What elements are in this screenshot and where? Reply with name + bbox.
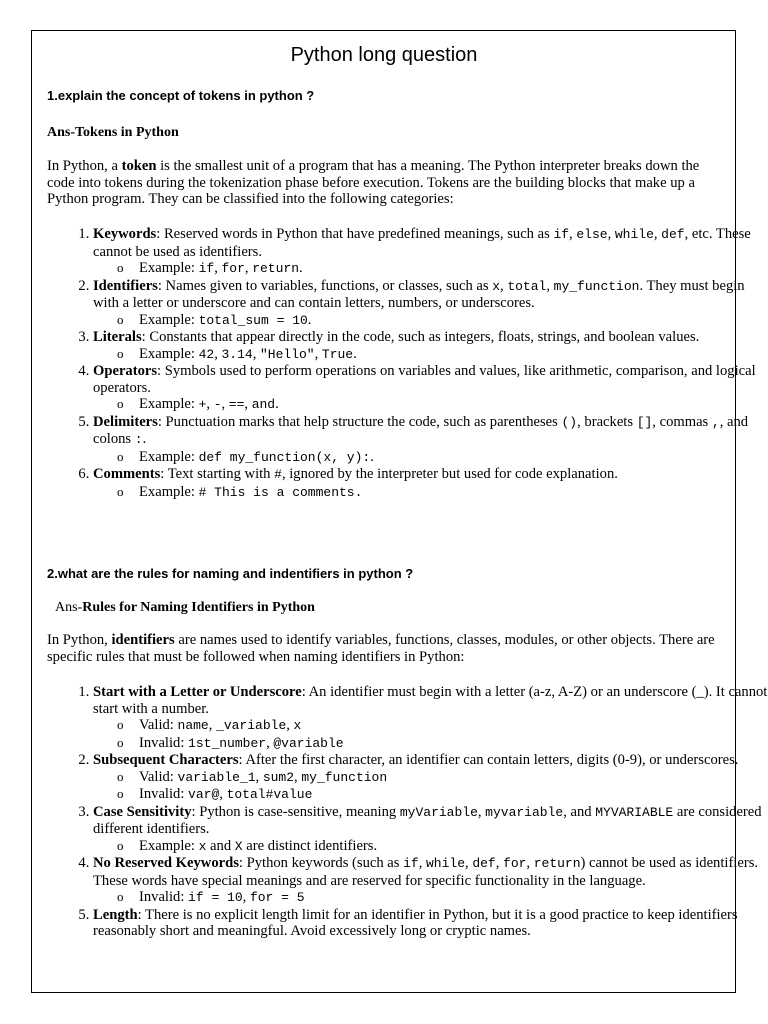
code-snippet: if = 10 (188, 890, 243, 905)
text-run: , (286, 717, 294, 733)
code-snippet: 3.14 (221, 346, 253, 362)
text-run: , commas (652, 413, 712, 430)
bold-term: Length (93, 906, 138, 923)
text-run: : Punctuation marks that help structure the code, such as parentheses (157, 413, 562, 430)
text-run: and (206, 837, 235, 854)
example-item (117, 717, 768, 735)
bold-term: Subsequent Characters (93, 752, 239, 768)
list-item (93, 804, 768, 856)
code-snippet: 42 (198, 346, 215, 362)
code-snippet: , (711, 414, 720, 430)
bold-term: token (121, 158, 157, 174)
bold-term: identifiers (111, 632, 175, 648)
code-snippet: def (661, 227, 685, 242)
text-run: are distinct identifiers. (242, 837, 378, 854)
text-run: : Reserved words in Python that have predefined meanings, such as (156, 226, 554, 242)
code-snippet: myVariable (399, 804, 478, 820)
code-snippet: X (234, 838, 243, 854)
text-run: : An identifier must begin with a letter (a-z, A-Z) or an underscore (_). It cannot start with a number. (93, 684, 768, 717)
example-list (93, 449, 768, 467)
code-snippet: for (221, 261, 245, 276)
code-snippet: myvariable (485, 804, 564, 820)
list-item (93, 329, 768, 363)
text-run: : Python keywords (such as (238, 855, 404, 871)
text-run: Example: (139, 483, 199, 500)
text-run: , etc. These cannot be used as identifiers. (93, 226, 751, 260)
text-run: , (214, 260, 222, 276)
text-run: : There is no explicit length limit for an identifier in Python, but it is a good practice to keep identifiers reasonably short and meaningful. Avoid excessively long or cryptic names. (93, 906, 738, 939)
text-run: : Python is case-sensitive, meaning (191, 803, 400, 820)
text-run: , (526, 855, 534, 871)
example-item (117, 396, 768, 414)
list-item (93, 226, 768, 278)
code-snippet: @variable (273, 735, 344, 751)
text-run: Example: (139, 448, 199, 465)
code-snippet: # (274, 467, 282, 482)
token-categories-list (47, 226, 768, 501)
code-snippet: sum2 (262, 769, 295, 785)
answer-1-heading: Ans-Tokens in Python (47, 125, 179, 140)
text-run: ) cannot be used as identifiers. These words have special meanings and are reserved for specific functionality in the language. (93, 855, 759, 889)
code-snippet: + (198, 397, 207, 412)
text-run: . (275, 396, 279, 412)
bold-term: Case Sensitivity (93, 803, 192, 820)
code-snippet: () (561, 414, 578, 430)
example-item (117, 312, 768, 330)
text-run: Example: (139, 396, 199, 412)
text-run: In Python, (47, 632, 112, 648)
list-item (93, 363, 768, 414)
text-run: , (465, 855, 473, 871)
text-run: , (569, 226, 577, 242)
bold-term: Identifiers (93, 277, 158, 294)
question-2: 2.what are the rules for naming and indentifiers in python ? (47, 566, 414, 581)
text-run: , (500, 277, 508, 294)
text-run: Invalid: (139, 889, 189, 905)
example-item (117, 889, 768, 907)
code-snippet: while (426, 856, 466, 871)
list-item (93, 907, 768, 940)
text-run: : Text starting with (160, 466, 275, 482)
code-snippet: var@ (188, 787, 220, 802)
example-list (93, 346, 768, 364)
text-run: , and colons (93, 413, 749, 447)
text-run: is the smallest unit of a program that has a meaning. The Python interpreter breaks down the code into tokens during the tokenization phase before execution. Tokens are the building blocks that make up a Python program. They can be classified into the following categories: (47, 158, 700, 207)
text-run: , (294, 768, 302, 785)
text-run: , (418, 855, 426, 871)
text-run: , and (563, 803, 596, 820)
bold-term: Keywords (93, 226, 157, 242)
text-run: , (546, 277, 554, 294)
text-run: , (208, 717, 217, 733)
text-run: : After the first character, an identifier can contain letters, digits (0-9), or underscores. (238, 752, 739, 768)
text-run: , (252, 345, 260, 362)
text-run: Example: (139, 311, 199, 328)
example-list (93, 260, 768, 278)
example-item (117, 786, 768, 804)
code-snippet: x (293, 718, 302, 733)
code-snippet: 1st_number (188, 735, 267, 751)
bold-term: No Reserved Keywords (93, 855, 239, 871)
example-list (93, 889, 768, 907)
example-list (93, 396, 768, 414)
code-snippet: - (213, 397, 222, 412)
code-snippet: for (503, 856, 527, 871)
code-snippet: and (251, 397, 276, 412)
text-run: , (607, 226, 615, 242)
text-run: Invalid: (139, 734, 189, 751)
code-snippet: my_function (301, 769, 388, 785)
bold-term: Literals (93, 329, 142, 345)
example-item (117, 769, 768, 787)
code-snippet: name (177, 718, 209, 733)
code-snippet: return (533, 856, 581, 871)
text-run: : Constants that appear directly in the code, such as integers, floats, strings, and boolean values. (141, 329, 700, 345)
code-snippet: total_sum = 10 (198, 312, 308, 328)
example-list (93, 769, 768, 804)
code-snippet: for = 5 (249, 890, 305, 905)
text-run: Example: (139, 260, 199, 276)
code-snippet: True (321, 346, 354, 362)
list-item (93, 855, 768, 907)
code-snippet: else (576, 227, 608, 242)
answer-2-intro (47, 632, 727, 665)
text-run: . They must begin with a letter or underscore and can contain letters, numbers, or underscores. (93, 277, 745, 311)
code-snippet: x (198, 838, 207, 854)
code-snippet: [] (636, 414, 653, 430)
code-snippet: if (198, 261, 215, 276)
code-snippet: def my_function(x, y): (198, 449, 371, 465)
text-run: . (370, 448, 374, 465)
bold-term: Rules for Naming Identifiers in Python (82, 600, 315, 615)
code-snippet: MYVARIABLE (595, 804, 674, 820)
text-run: , (221, 396, 229, 412)
example-item (117, 449, 768, 467)
text-run: , (244, 260, 253, 276)
code-snippet: def (472, 856, 496, 871)
list-item (93, 684, 768, 752)
text-run: . (307, 311, 312, 328)
bold-term: Comments (93, 466, 161, 482)
text-run: , (477, 803, 486, 820)
code-snippet: if (553, 227, 570, 242)
example-item (117, 838, 768, 856)
code-snippet: x (492, 278, 501, 294)
text-run: Invalid: (139, 786, 189, 802)
text-run: , (266, 734, 274, 751)
text-run: , (242, 889, 250, 905)
code-snippet: if (403, 856, 419, 871)
code-snippet: return (252, 261, 299, 276)
text-run: , brackets (577, 413, 637, 430)
code-snippet: _variable (216, 718, 287, 733)
list-item (93, 752, 768, 804)
text-run: , (653, 226, 662, 242)
naming-rules-list (47, 684, 768, 940)
text-run: , (206, 396, 214, 412)
code-snippet: == (228, 397, 245, 412)
code-snippet: total (507, 278, 547, 294)
example-item (117, 735, 768, 753)
example-item (117, 346, 768, 364)
text-run: Valid: (139, 717, 178, 733)
text-run: : Names given to variables, functions, or classes, such as (157, 277, 493, 294)
text-run: , (214, 345, 222, 362)
example-list (93, 717, 768, 752)
text-run: are names used to identify variables, functions, classes, modules, or other objects. There are specific rules that must be followed when naming identifiers in Python: (47, 632, 715, 665)
code-snippet: # This is a comments. (198, 484, 363, 500)
text-run: : Symbols used to perform operations on variables and values, like arithmetic, comparison, and logical operators. (93, 363, 756, 396)
text-run: are considered different identifiers. (93, 803, 762, 837)
bold-term: Operators (93, 363, 158, 379)
code-snippet: variable_1 (177, 769, 256, 785)
list-item (93, 466, 768, 501)
answer-1-intro (47, 158, 727, 208)
text-run: , ignored by the interpreter but used for code explanation. (281, 466, 618, 482)
answer-2-heading (55, 600, 315, 616)
text-run: Example: (139, 837, 199, 854)
text-run: , (219, 786, 227, 802)
page-title: Python long question (290, 44, 478, 66)
text-run: , (495, 855, 504, 871)
example-item (117, 260, 768, 278)
code-snippet: "Hello" (260, 346, 315, 362)
bold-term: Delimiters (93, 413, 158, 430)
text-run: . (142, 431, 147, 447)
example-list (93, 312, 768, 330)
example-list (93, 838, 768, 856)
list-item (93, 278, 768, 330)
code-snippet: while (614, 227, 654, 242)
text-run: . (299, 260, 303, 276)
text-run: Example: (139, 345, 199, 362)
text-run: , (244, 396, 252, 412)
list-item (93, 414, 768, 467)
text-run: Ans- (55, 600, 83, 615)
text-run: . (353, 345, 357, 362)
text-run: In Python, a (47, 158, 122, 174)
text-run: Valid: (139, 768, 178, 785)
question-1: 1.explain the concept of tokens in python ? (47, 88, 315, 103)
example-list (93, 484, 768, 502)
example-item (117, 484, 768, 502)
code-snippet: total#value (226, 787, 313, 802)
text-run: , (314, 345, 322, 362)
bold-term: Start with a Letter or Underscore (93, 684, 302, 700)
code-snippet: my_function (553, 278, 640, 294)
code-snippet: : (134, 432, 143, 447)
text-run: , (255, 768, 263, 785)
